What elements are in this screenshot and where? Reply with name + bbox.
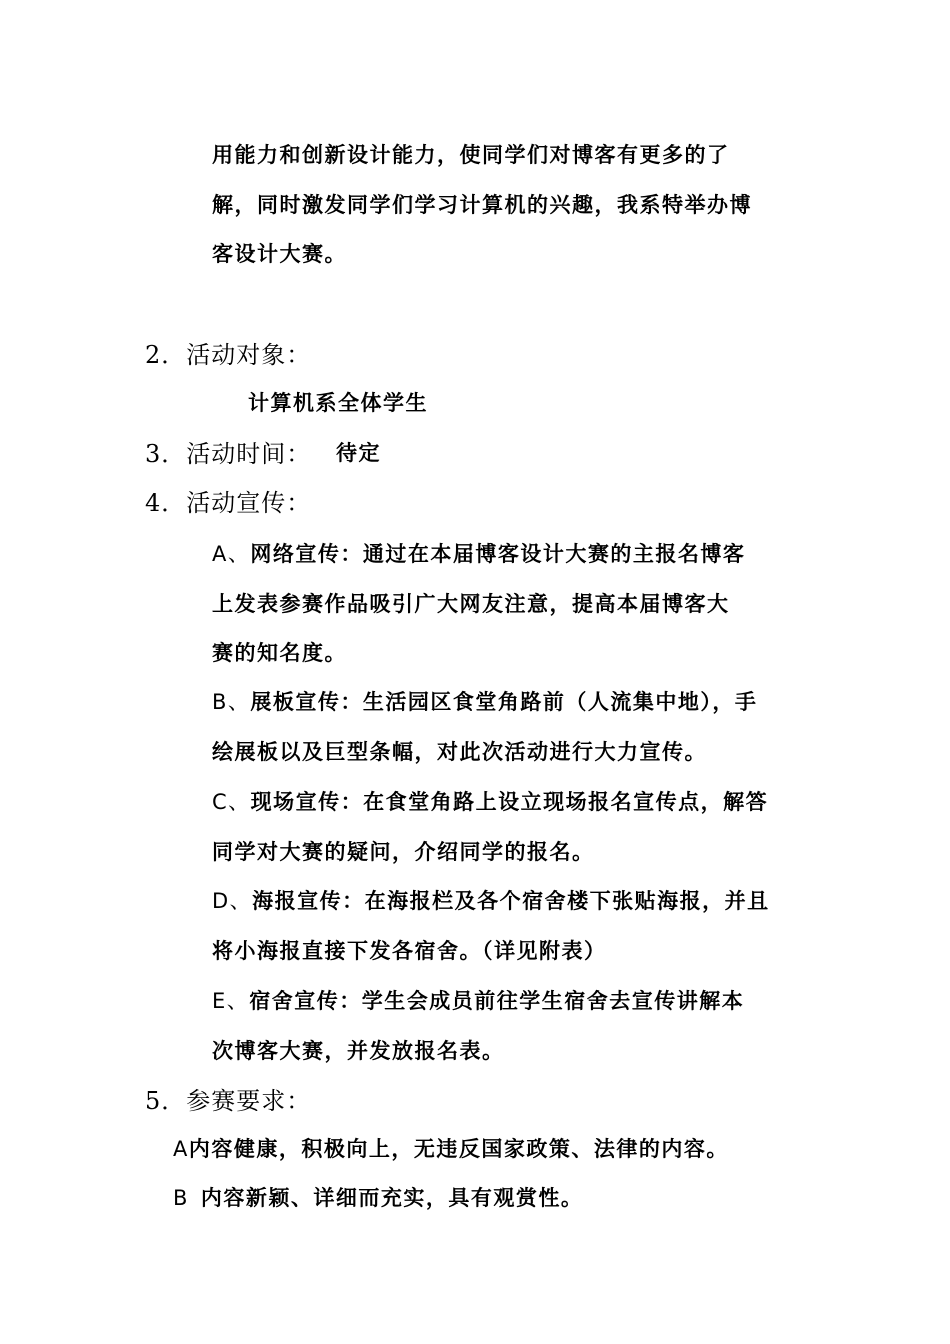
promo-c-line-2: 同学对大赛的疑问，介绍同学的报名。 [212, 840, 595, 864]
section-2-content: 计算机系全体学生 [248, 391, 428, 415]
promo-e-prefix: E、 [212, 989, 250, 1013]
requirement-b-prefix: B [173, 1186, 189, 1210]
intro-line-1: 用能力和创新设计能力，使同学们对博客有更多的了 [212, 143, 730, 167]
promo-d-prefix: D、 [212, 889, 253, 913]
section-4-heading: 4．活动宣传： [145, 489, 312, 517]
requirement-a [173, 1133, 729, 1163]
promo-d-text: 海报宣传：在海报栏及各个宿舍楼下张贴海报，并且 [252, 889, 770, 913]
promo-a-prefix: A、 [212, 542, 251, 566]
intro-line-3: 客设计大赛。 [212, 242, 347, 266]
promo-e-line-1 [212, 985, 744, 1015]
promo-b-line-2: 绘展板以及巨型条幅，对此次活动进行大力宣传。 [212, 740, 707, 764]
requirement-b [173, 1182, 583, 1212]
intro-line-2: 解，同时激发同学们学习计算机的兴趣，我系特举办博 [212, 193, 752, 217]
promo-c-text: 现场宣传：在食堂角路上设立现场报名宣传点，解答 [250, 790, 769, 814]
promo-a-line-2: 上发表参赛作品吸引广大网友注意，提高本届博客大 [212, 592, 730, 616]
promo-b-line-1 [212, 686, 757, 716]
section-2-heading: 2．活动对象： [145, 341, 312, 369]
promo-a-line-3: 赛的知名度。 [212, 641, 347, 665]
promo-a-line-1 [212, 538, 745, 568]
promo-b-text: 展板宣传：生活园区食堂角路前（人流集中地），手 [250, 690, 758, 714]
promo-b-prefix: B、 [212, 690, 251, 714]
promo-e-line-2: 次博客大赛，并发放报名表。 [212, 1039, 505, 1063]
promo-a-text: 网络宣传：通过在本届博客设计大赛的主报名博客 [250, 542, 746, 566]
promo-d-line-2: 将小海报直接下发各宿舍。（详见附表） [212, 939, 607, 963]
requirement-a-prefix: A [173, 1137, 189, 1161]
promo-c-line-1 [212, 786, 768, 816]
section-3-heading: 3．活动时间： [145, 440, 312, 468]
section-5-heading: 5．参赛要求： [145, 1087, 312, 1115]
section-3-value: 待定 [336, 441, 381, 465]
promo-d-line-1 [212, 885, 770, 915]
requirement-b-text: 内容新颖、详细而充实，具有观赏性。 [200, 1186, 584, 1210]
promo-c-prefix: C、 [212, 790, 251, 814]
requirement-a-text: 内容健康，积极向上，无违反国家政策、法律的内容。 [188, 1137, 729, 1161]
promo-e-text: 宿舍宣传：学生会成员前往学生宿舍去宣传讲解本 [249, 989, 745, 1013]
